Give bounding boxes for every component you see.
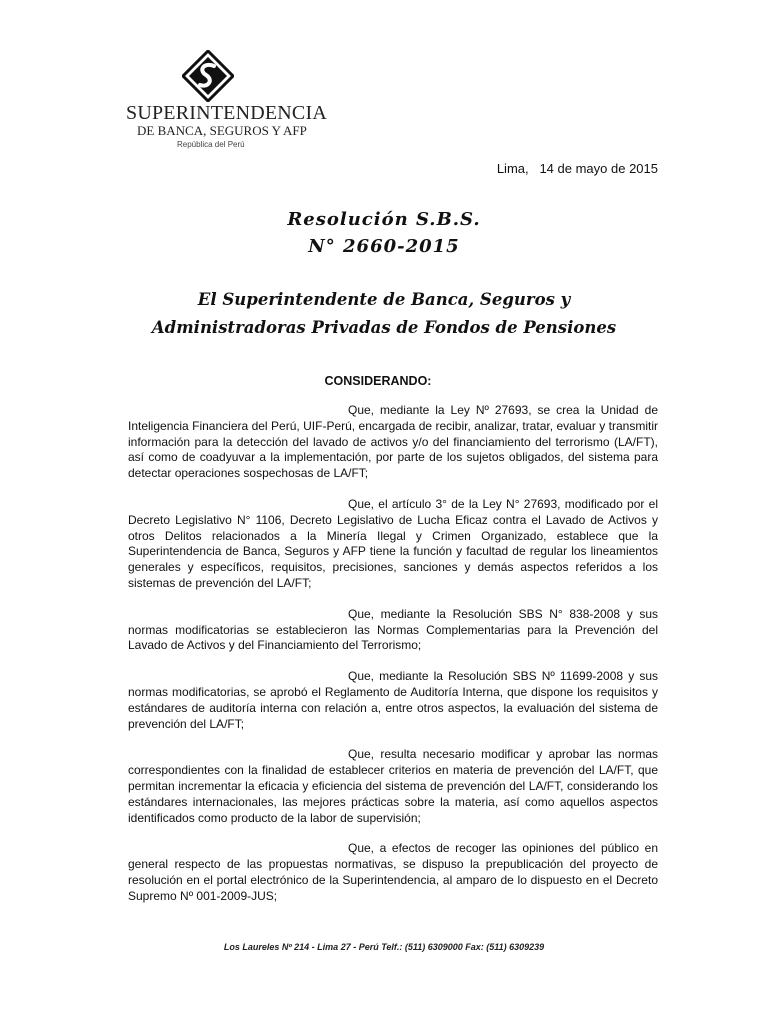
logo-name: SUPERINTENDENCIA	[126, 102, 327, 124]
sbs-emblem-icon	[182, 50, 234, 102]
resolution-number: N° 2660-2015	[308, 236, 460, 257]
authority-line-2: Administradoras Privadas de Fondos de Pensiones	[151, 318, 617, 337]
authority-line-1: El Superintendente de Banca, Seguros y	[197, 290, 571, 309]
paragraph: Que, mediante la Resolución SBS N° 838-2008 y sus normas modificatorias se establecieron las Normas Complementarias para la Prevención del Lavado de Activos y del Financiamiento del Terrorismo;	[128, 606, 658, 653]
resolution-title: Resolución S.B.S.	[287, 209, 481, 230]
considerando-label: CONSIDERANDO:	[324, 374, 432, 388]
document-body	[128, 403, 658, 920]
footer-address: Los Laureles Nº 214 - Lima 27 - Perú Telf.: (511) 6309000 Fax: (511) 6309239	[223, 942, 545, 952]
considerando-heading	[0, 374, 768, 388]
logo-country: República del Perú	[177, 140, 245, 149]
paragraph: Que, el artículo 3° de la Ley N° 27693, modificado por el Decreto Legislativo N° 1106, Decreto Legislativo de Lucha Eficaz contra el Lavado de Activos y otros Delitos relacionados a la Minería Ilegal y Crimen Organizado, establece que la Superintendencia de Banca, Seguros y AFP tiene la función y facultad de regular los lineamientos generales y específicos, requisitos, precisiones, sanciones y demás aspectos referidos a los sistemas de prevención del LA/FT;	[128, 496, 658, 590]
document-date: Lima, 14 de mayo de 2015	[496, 161, 658, 176]
paragraph: Que, resulta necesario modificar y aprobar las normas correspondientes con la finalidad de establecer criterios en materia de prevención del LA/FT, que permitan incrementar la eficacia y eficiencia del sistema de prevención del LA/FT, considerando los estándares internacionales, las mejores prácticas sobre la materia, así como aquellos aspectos identificados como producto de la labor de supervisión;	[128, 747, 658, 825]
paragraph: Que, mediante la Resolución SBS Nº 11699-2008 y sus normas modificatorias, se aprobó el Reglamento de Auditoría Interna, que dispone los requisitos y estándares de auditoría interna con relación a, entre otros aspectos, la evaluación del sistema de prevención del LA/FT;	[128, 669, 658, 731]
paragraph: Que, mediante la Ley Nº 27693, se crea la Unidad de Inteligencia Financiera del Perú, UIF-Perú, encargada de recibir, analizar, tratar, evaluar y transmitir información para la detección del lavado de activos y/o del financiamiento del terrorismo (LA/FT), así como de coadyuvar a la implementación, por parte de los sujetos obligados, del sistema para detectar operaciones sospechosas de LA/FT;	[128, 403, 658, 481]
paragraph: Que, a efectos de recoger las opiniones del público en general respecto de las propuestas normativas, se dispuso la prepublicación del proyecto de resolución en el portal electrónico de la Superintendencia, al amparo de lo dispuesto en el Decreto Supremo Nº 001-2009-JUS;	[128, 841, 658, 903]
logo-subtitle: DE BANCA, SEGUROS Y AFP	[137, 123, 307, 138]
